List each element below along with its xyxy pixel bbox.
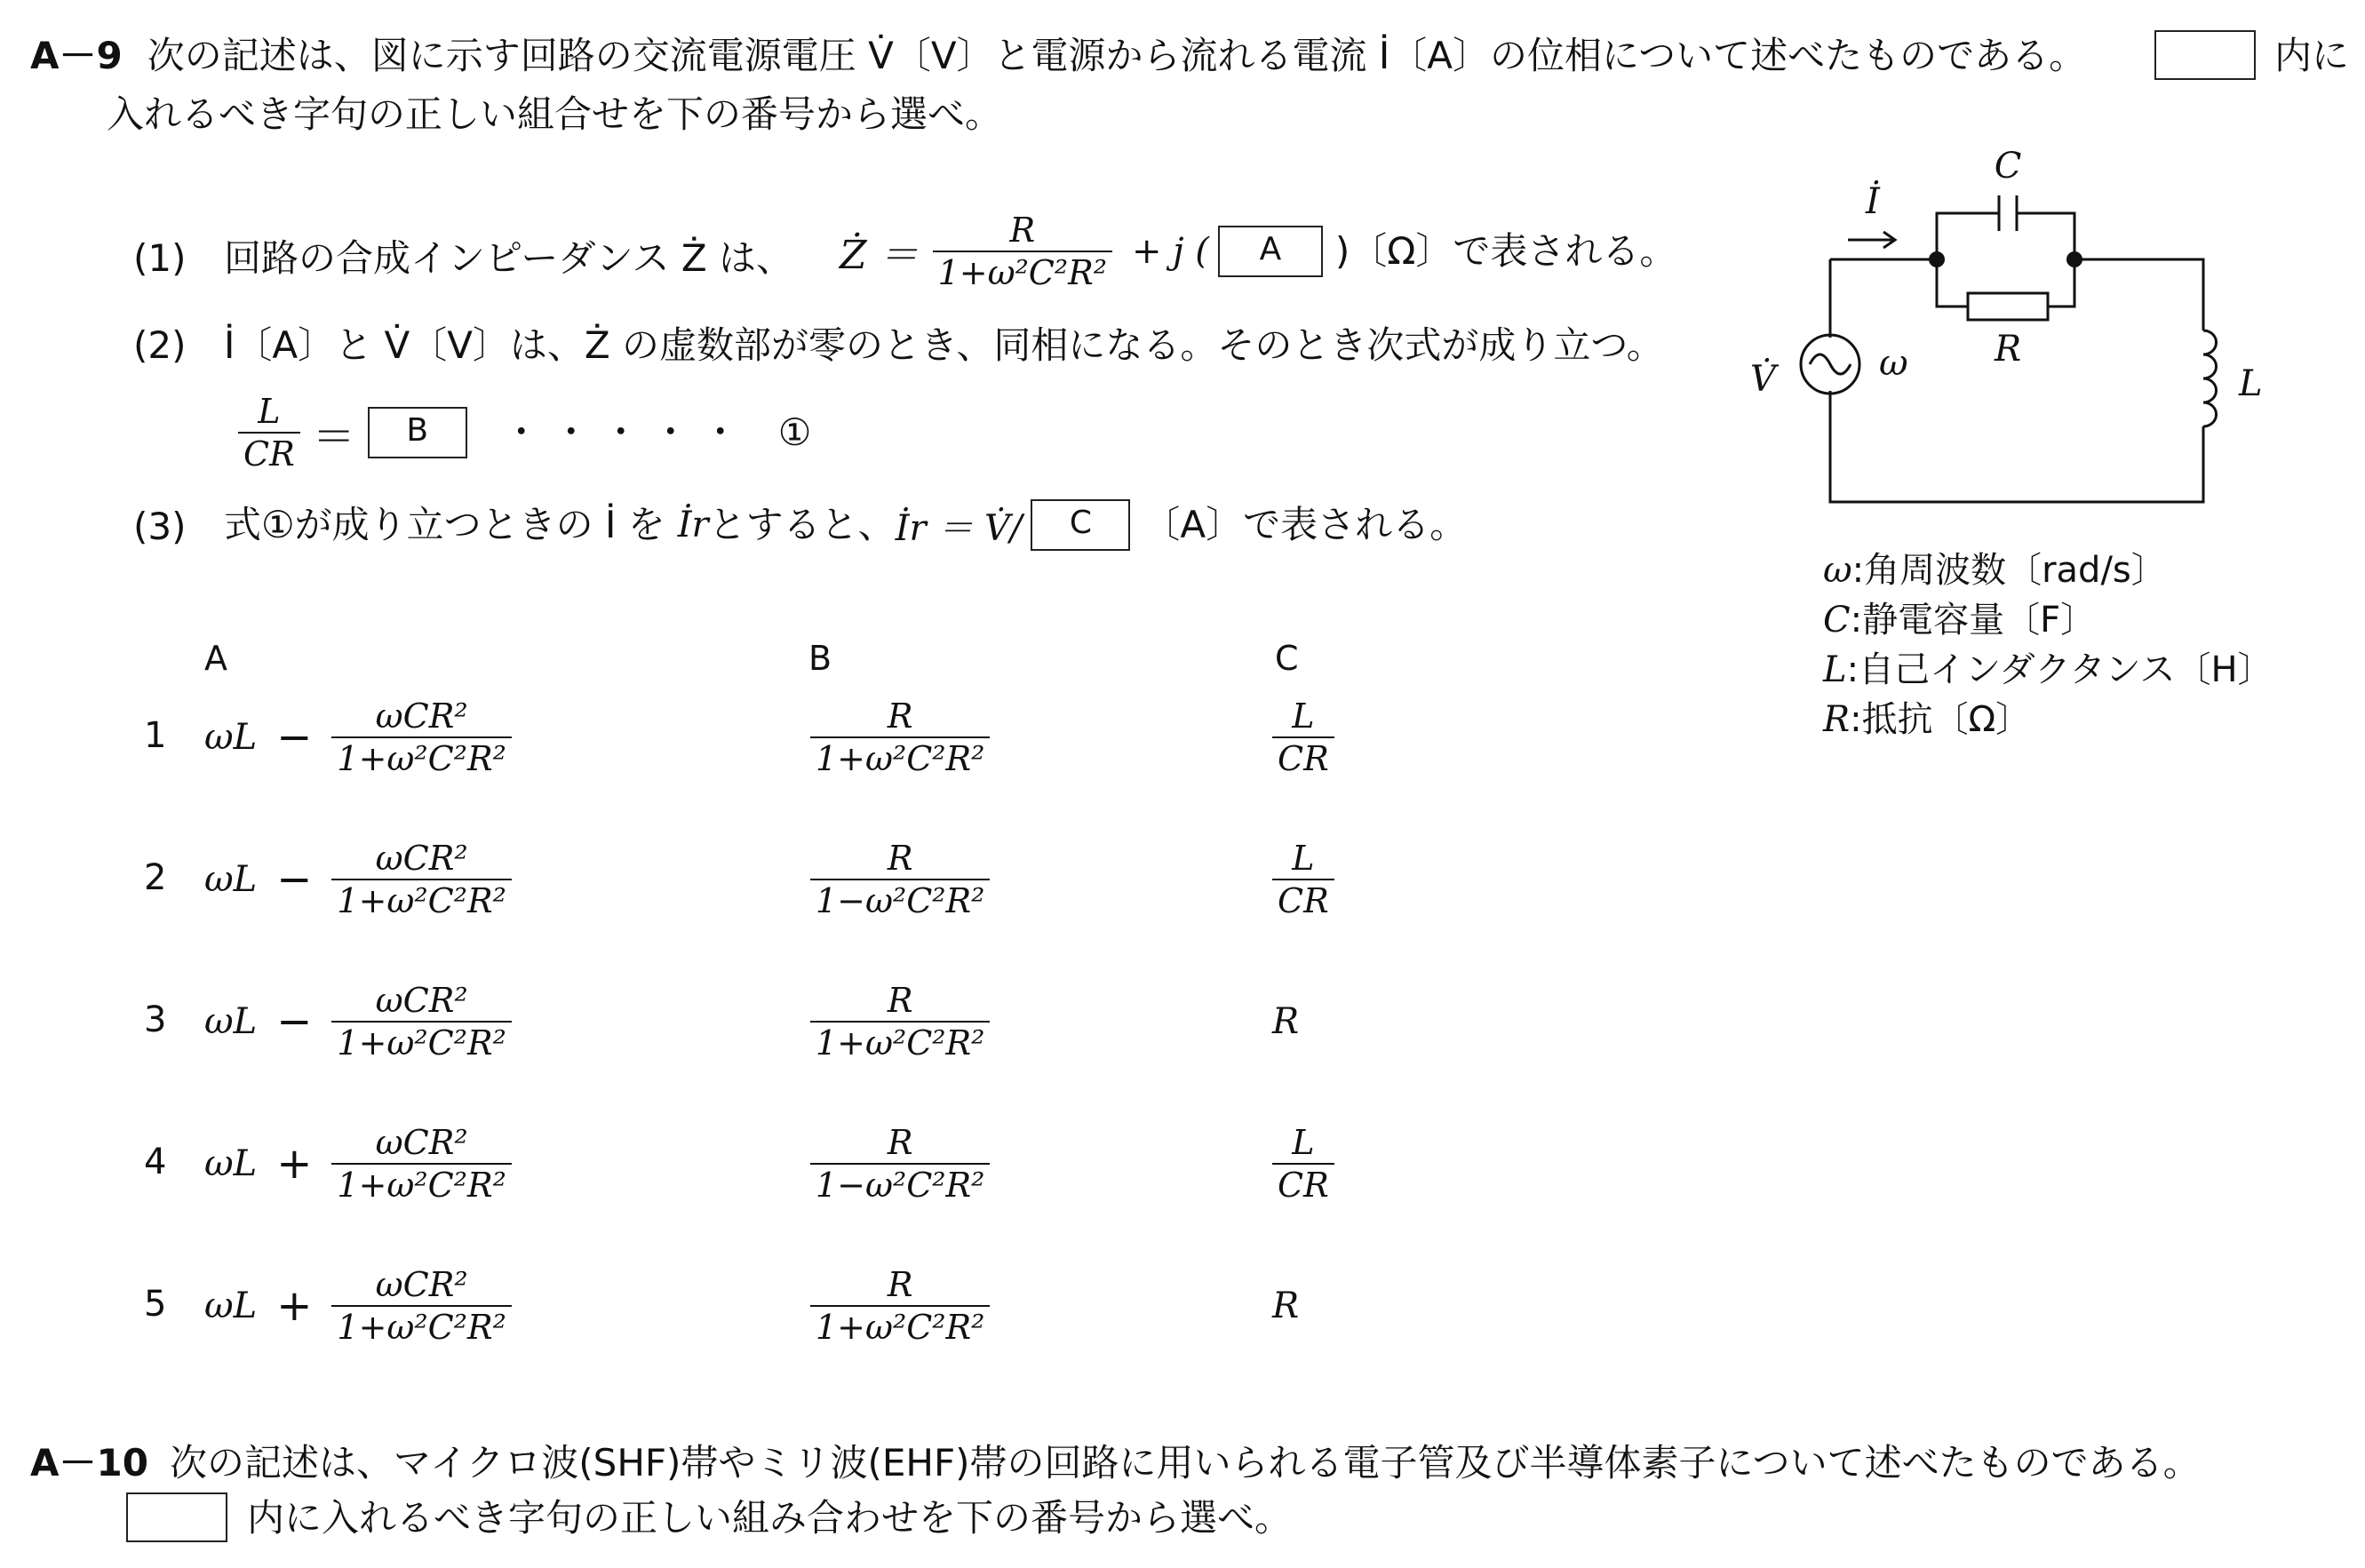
legend-symbol: L	[1823, 649, 1847, 690]
fraction-denominator: CR	[238, 432, 300, 474]
question-intro-line2: 内に入れるべき字句の正しい組み合わせを下の番号から選べ。	[247, 1496, 1293, 1540]
option-a	[204, 680, 512, 795]
column-header-a: A	[204, 639, 227, 678]
legend-text: :角周波数〔rad/s〕	[1851, 550, 2167, 591]
question-intro-line2: 入れるべき字句の正しい組合せを下の番号から選べ。	[107, 92, 1003, 136]
option-a-prefix: ωL	[204, 717, 258, 758]
fraction-denominator: 1+ω²C²R²	[331, 1305, 511, 1348]
item3-text1: 式①が成り立つときの İ を	[224, 503, 665, 546]
label-l: L	[2239, 363, 2263, 404]
item3-tail: 〔A〕で表される。	[1143, 503, 1468, 546]
column-header-b: B	[808, 639, 832, 678]
fraction-denominator: 1+ω²C²R²	[810, 736, 990, 779]
option-a-prefix: ωL	[204, 1285, 258, 1326]
leader-dots: ・・・・・	[502, 410, 752, 454]
fraction-numerator: ωCR²	[375, 981, 468, 1020]
inductor-symbol	[2203, 330, 2217, 426]
option-c-value: R	[1272, 1001, 1300, 1042]
impedance-lhs: Ż ＝	[840, 233, 919, 278]
option-b	[810, 680, 990, 795]
question-header-a9	[30, 34, 2086, 78]
fraction-numerator: L	[258, 392, 281, 431]
fraction-denominator: CR	[1272, 879, 1334, 921]
fraction-denominator: 1+ω²C²R²	[331, 1163, 511, 1206]
option-c	[1272, 1248, 1299, 1364]
junction-dot	[2066, 251, 2082, 267]
option-number: 2	[144, 857, 167, 898]
res-left-wire	[1937, 259, 1968, 306]
option-a-operator: −	[276, 997, 313, 1047]
option-a-operator: +	[276, 1139, 313, 1189]
legend-text: :自己インダクタンス〔H〕	[1846, 649, 2273, 690]
symbol-legend	[1823, 545, 2273, 744]
impedance-fraction	[933, 210, 1112, 293]
label-omega: ω	[1879, 343, 1908, 384]
option-b	[810, 1248, 990, 1364]
item1-equation	[840, 210, 1676, 293]
question-header-a10	[30, 1441, 2201, 1485]
fraction-numerator: L	[1292, 1123, 1315, 1162]
fraction-numerator: L	[1292, 696, 1315, 736]
legend-item	[1823, 695, 2273, 744]
intro-end: 内に	[2274, 34, 2350, 77]
fraction-numerator: ωCR²	[375, 839, 468, 878]
cap-right-wire	[2017, 213, 2074, 259]
equation-1	[238, 391, 811, 474]
blank-b: B	[368, 407, 467, 458]
fraction-numerator: R	[887, 839, 913, 878]
option-number: 1	[144, 715, 167, 756]
legend-item	[1823, 645, 2273, 695]
equation-ref: ①	[777, 410, 812, 454]
option-b	[810, 822, 990, 937]
option-number: 3	[144, 999, 167, 1040]
option-c	[1272, 964, 1299, 1079]
fraction-denominator: 1+ω²C²R²	[331, 736, 511, 779]
junction-dot	[1929, 251, 1945, 267]
current-ir: İr	[677, 505, 709, 545]
label-v: V̇	[1750, 359, 1776, 400]
item3-equation: İr ＝ V̇/	[895, 507, 1023, 549]
item1-text: 回路の合成インピーダンス Ż は、	[224, 236, 793, 280]
option-a	[204, 822, 512, 937]
option-a	[204, 964, 512, 1079]
fraction-numerator: R	[887, 696, 913, 736]
resistor-symbol	[1968, 293, 2048, 320]
legend-item	[1823, 595, 2273, 645]
question-label: A－9	[30, 34, 123, 77]
option-b-fraction	[810, 838, 990, 921]
option-c-value: R	[1272, 1285, 1300, 1326]
label-c: C	[1994, 146, 2022, 187]
item2-number: (2)	[133, 323, 187, 367]
option-number: 5	[144, 1284, 167, 1325]
legend-symbol: ω	[1823, 550, 1852, 591]
cap-left-wire	[1937, 213, 1999, 259]
legend-symbol: R	[1823, 699, 1851, 740]
option-a	[204, 1106, 512, 1222]
fraction-denominator: 1−ω²C²R²	[810, 879, 990, 921]
l-over-cr-fraction	[238, 391, 300, 474]
legend-text: :静電容量〔F〕	[1850, 600, 2097, 641]
legend-symbol: C	[1823, 600, 1851, 641]
option-c	[1272, 680, 1334, 795]
fraction-denominator: 1+ω²C²R²	[331, 1021, 511, 1063]
circuit-diagram	[1724, 133, 2310, 524]
fraction-numerator: ωCR²	[375, 1265, 468, 1304]
item3-line	[224, 499, 1467, 551]
item3-text2: とすると、	[708, 503, 896, 546]
option-a-prefix: ωL	[204, 1143, 258, 1184]
option-a-operator: −	[276, 855, 313, 904]
option-b-fraction	[810, 980, 990, 1063]
option-a-fraction	[331, 1264, 511, 1348]
fraction-denominator: 1+ω²C²R²	[810, 1021, 990, 1063]
option-b	[810, 964, 990, 1079]
equals-sign: ＝	[312, 411, 355, 462]
question-label: A－10	[30, 1441, 148, 1484]
item1-tail: )〔Ω〕で表される。	[1334, 229, 1677, 273]
column-header-c: C	[1275, 639, 1299, 678]
label-r: R	[1994, 329, 2022, 370]
fraction-numerator: R	[1009, 211, 1036, 250]
fraction-numerator: R	[887, 1123, 913, 1162]
option-a-fraction	[331, 696, 511, 779]
option-a-prefix: ωL	[204, 1001, 258, 1042]
top-right-wire	[2074, 259, 2203, 330]
blank-c: C	[1031, 499, 1130, 551]
fraction-numerator: R	[887, 981, 913, 1020]
option-number: 4	[144, 1142, 167, 1182]
option-a-operator: +	[276, 1281, 313, 1331]
label-i: İ	[1866, 181, 1880, 222]
option-b-fraction	[810, 696, 990, 779]
fraction-denominator: 1+ω²C²R²	[933, 251, 1112, 293]
fraction-denominator: 1−ω²C²R²	[810, 1163, 990, 1206]
legend-item	[1823, 545, 2273, 595]
item3-number: (3)	[133, 505, 187, 548]
question-intro: 次の記述は、マイクロ波(SHF)帯やミリ波(EHF)帯の回路に用いられる電子管及び半導体素子について述べたものである。	[169, 1441, 2201, 1484]
fraction-denominator: 1+ω²C²R²	[810, 1305, 990, 1348]
question-intro: 次の記述は、図に示す回路の交流電源電圧 V̇〔V〕と電源から流れる電流 İ〔A〕の位相について述べたものである。	[147, 34, 2087, 77]
option-a-operator: −	[276, 712, 313, 762]
option-a-fraction	[331, 1122, 511, 1206]
blank-box	[2154, 30, 2256, 80]
item2-text: İ〔A〕と V̇〔V〕は、Ż の虚数部が零のとき、同相になる。そのとき次式が成り立つ。	[224, 323, 1664, 367]
blank-box	[126, 1492, 227, 1542]
blank-a: A	[1218, 226, 1323, 277]
res-right-wire	[2048, 259, 2074, 306]
option-c-fraction	[1272, 1122, 1334, 1206]
option-c-fraction	[1272, 696, 1334, 779]
option-a-fraction	[331, 980, 511, 1063]
legend-text: :抵抗〔Ω〕	[1850, 699, 2032, 740]
option-c-fraction	[1272, 838, 1334, 921]
option-b-fraction	[810, 1122, 990, 1206]
fraction-numerator: ωCR²	[375, 696, 468, 736]
fraction-denominator: 1+ω²C²R²	[331, 879, 511, 921]
option-c	[1272, 1106, 1334, 1222]
fraction-numerator: ωCR²	[375, 1123, 468, 1162]
fraction-numerator: L	[1292, 839, 1315, 878]
item1-number: (1)	[133, 236, 187, 280]
bottom-wire	[1830, 391, 2203, 502]
fraction-denominator: CR	[1272, 1163, 1334, 1206]
fraction-numerator: R	[887, 1265, 913, 1304]
option-c	[1272, 822, 1334, 937]
fraction-denominator: CR	[1272, 736, 1334, 779]
option-b	[810, 1106, 990, 1222]
option-a-prefix: ωL	[204, 859, 258, 900]
option-a-fraction	[331, 838, 511, 921]
imaginary-prefix: + j (	[1131, 231, 1209, 272]
option-a	[204, 1248, 512, 1364]
option-b-fraction	[810, 1264, 990, 1348]
sine-wave-icon	[1810, 354, 1851, 374]
